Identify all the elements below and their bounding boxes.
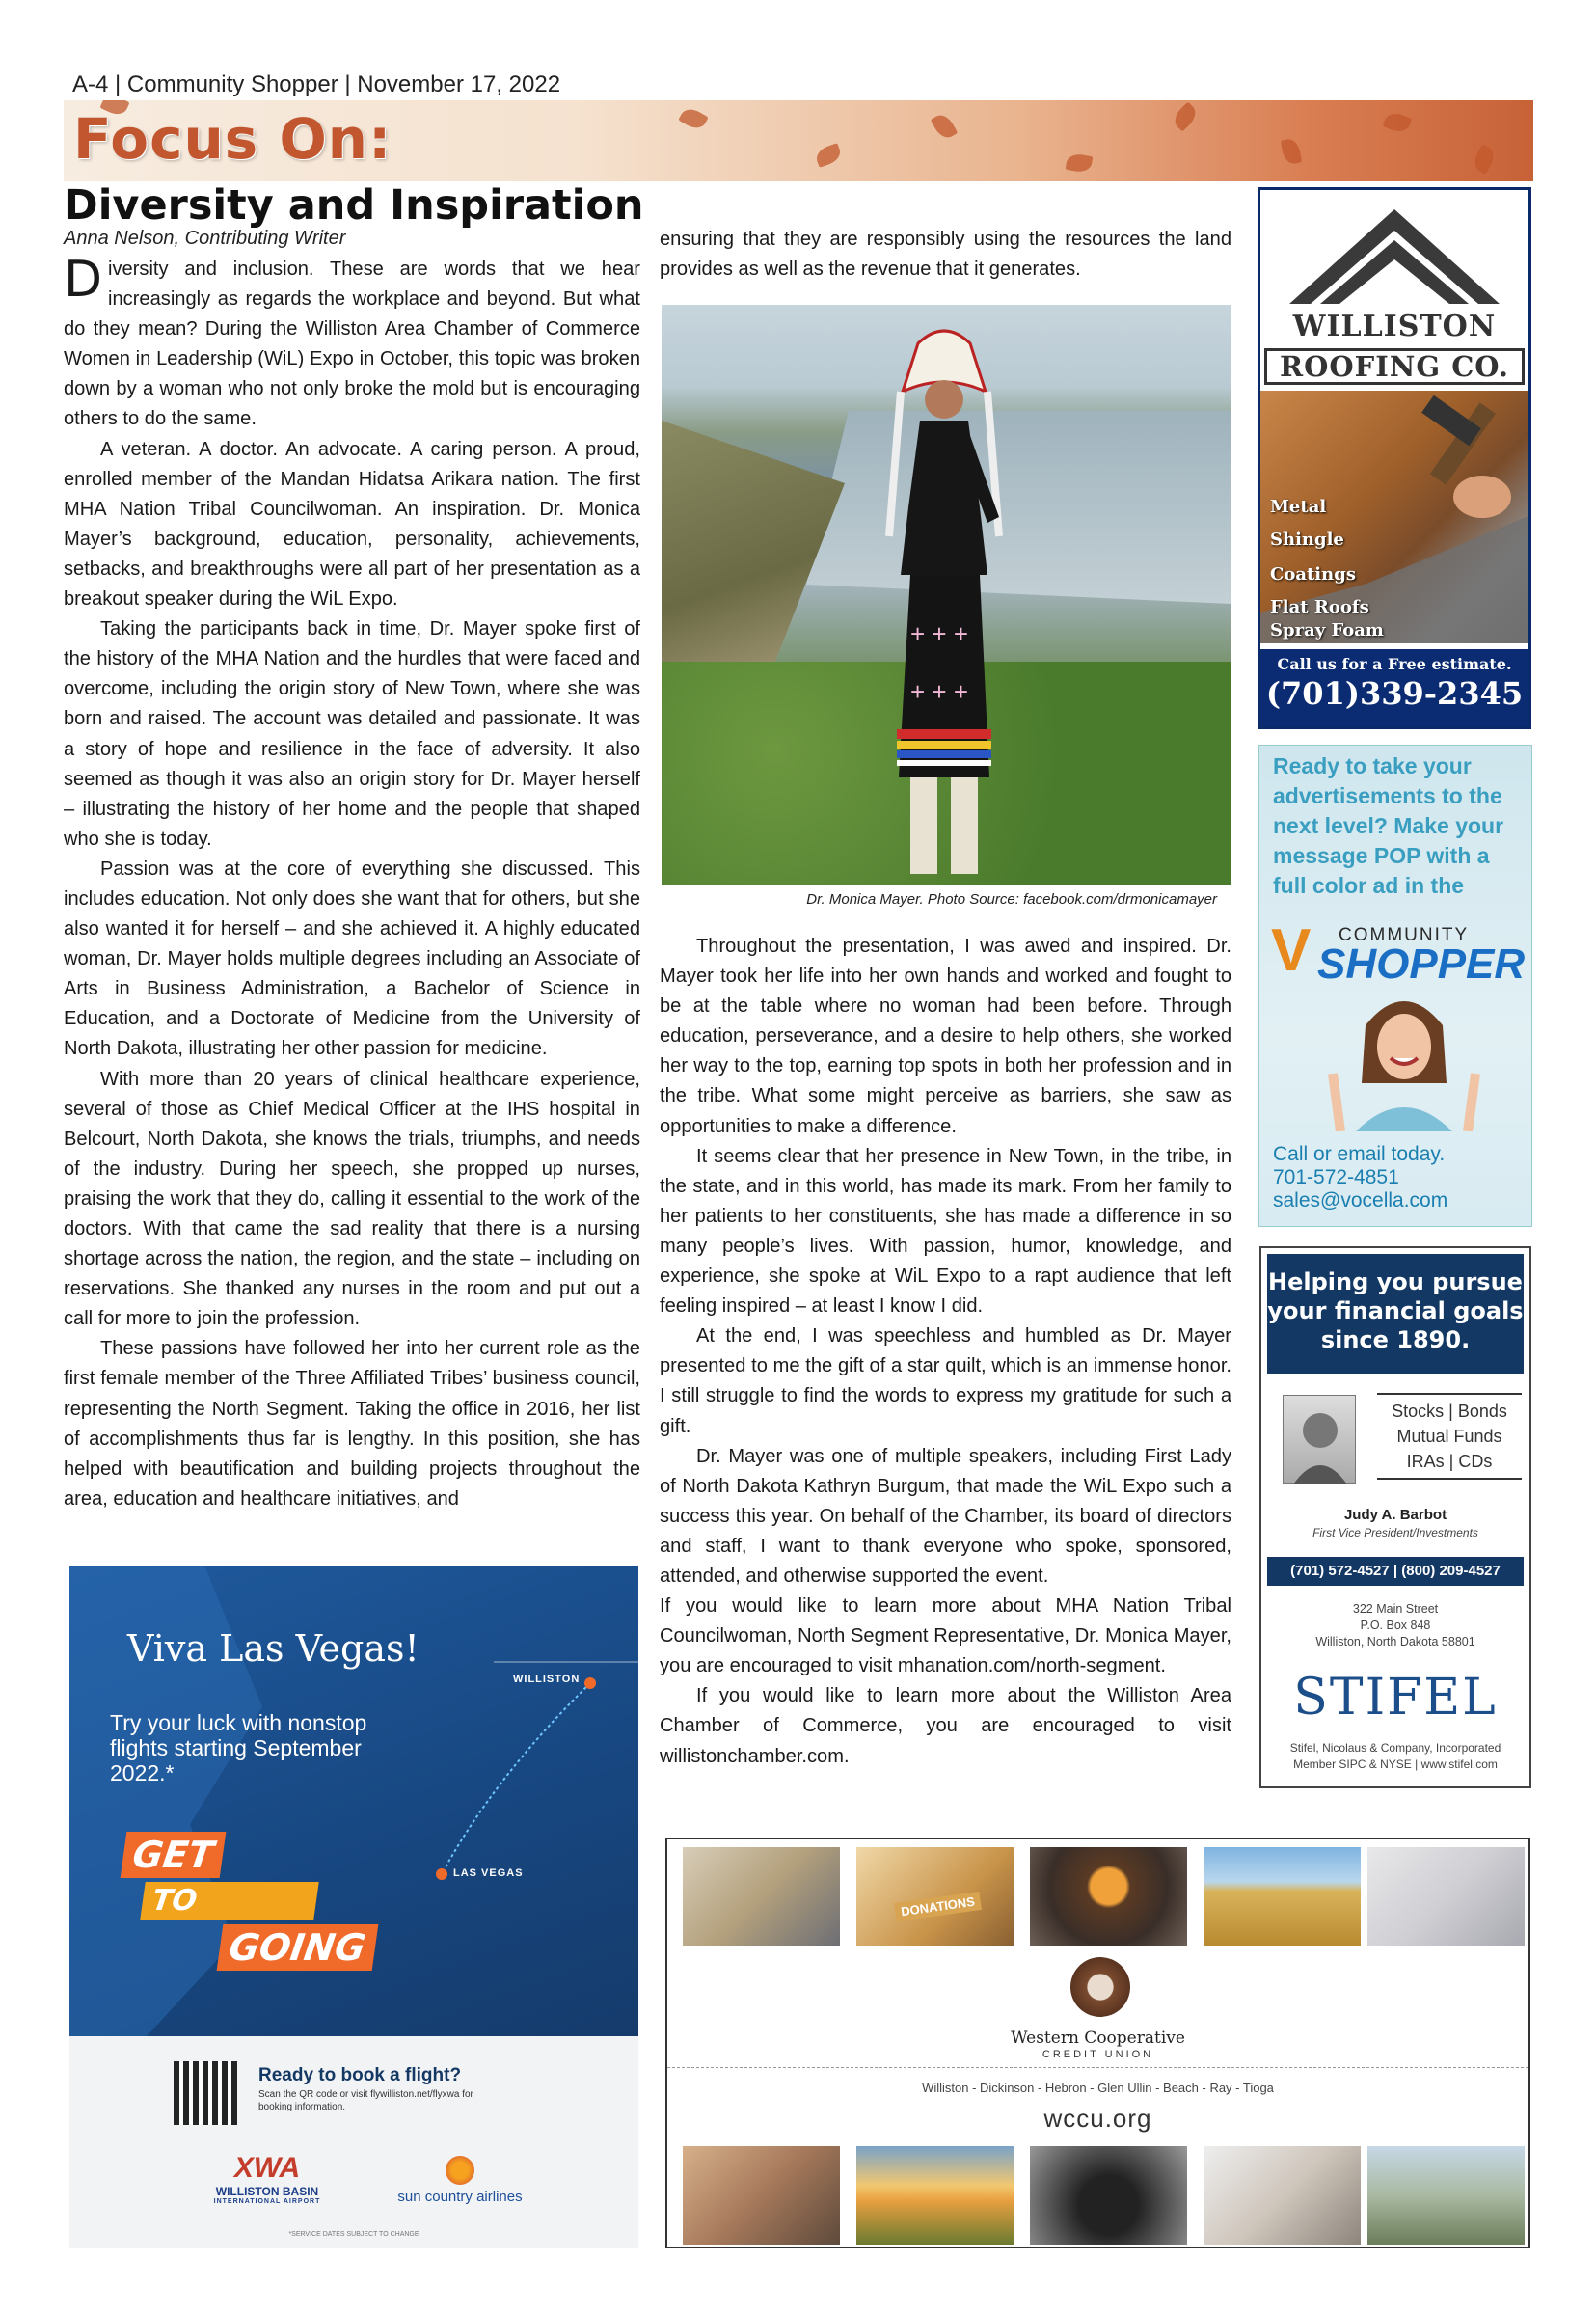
- roofing-service: Metal: [1270, 497, 1327, 517]
- roofing-service: Spray Foam: [1270, 620, 1384, 640]
- page-header-line: A-4 | Community Shopper | November 17, 2022: [72, 71, 561, 97]
- community-shopper-ad[interactable]: [1258, 745, 1532, 1227]
- shopper-ad-text: Ready to take your advertisements to the next level? Make your message POP with a full color ad in the: [1273, 753, 1504, 898]
- stifel-phones[interactable]: (701) 572-4527 | (800) 209-4527: [1267, 1557, 1524, 1586]
- woman-laptop-photo: [1030, 1847, 1187, 1946]
- shopper-contact-line: Call or email today.: [1273, 1143, 1446, 1165]
- vegas-book-subtitle: Scan the QR code or visit flywilliston.net/flyxwa for booking information.: [258, 2089, 473, 2112]
- drop-cap: D: [64, 255, 103, 309]
- handshake-cash-photo: [1367, 1847, 1525, 1946]
- williston-roofing-ad[interactable]: [1258, 187, 1531, 729]
- article-paragraph: These passions have followed her into her current role as the first female member of the Three Affiliated Tribes’ business council, representing the North Segment. Taking the office in 2016, her list of accomplishments thus far is lengthy. In this position, she has helped with beautification and building projects throughout the area, education and healthcare initiatives, and: [64, 1338, 640, 1510]
- roofing-service: Flat Roofs: [1270, 597, 1369, 617]
- shopper-contact: [1273, 1143, 1447, 1212]
- checkmark-v-icon: V: [1271, 917, 1312, 984]
- article-paragraph: Taking the participants back in time, Dr. Mayer spoke first of the history of the MHA Nation and the hurdles that were faced and overcome, including the origin story of New Town, where she was born and raised. The account was detailed and passionate. It was a story of hope and resilience in the face of adversity. It also seemed as though it was also an origin story for Dr. Mayer herself – illustrating the history of her home and the people that shaped who she is today.: [64, 618, 640, 850]
- vegas-fine-print: *SERVICE DATES SUBJECT TO CHANGE: [288, 2231, 419, 2238]
- city-label-williston: WILLISTON: [513, 1674, 581, 1685]
- donations-box-photo: DONATIONS: [856, 1847, 1014, 1946]
- wccu-url[interactable]: wccu.org: [1043, 2104, 1152, 2133]
- article-paragraph: With more than 20 years of clinical healthcare experience, several of those as Chief Medical Officer at the IHS hospital in Belcourt, North Dakota, she knows the trials, triumphs, and needs of the industry. During her speech, she propped up nurses, praising the work that they do, calling it essential to the work of the doctors. With that came the sad reality that there is a nursing shortage across the nation, the region, and the state – including on reservations. She thanked any nurses in the room and put out a call for more to join the profession.: [64, 1068, 640, 1330]
- roofing-phone[interactable]: (701)339-2345: [1265, 675, 1524, 712]
- steering-wheel-photo: [1030, 2146, 1187, 2245]
- stifel-services: Stocks | Bonds Mutual Funds IRAs | CDs: [1377, 1393, 1522, 1480]
- roofing-cta: [1260, 649, 1528, 726]
- wccu-towns: Williston - Dickinson - Hebron - Glen Ullin - Beach - Ray - Tioga: [922, 2081, 1274, 2095]
- city-label-las-vegas: LAS VEGAS: [453, 1867, 524, 1879]
- advisor-portrait-image: [1283, 1395, 1356, 1484]
- advisor-role: First Vice President/Investments: [1312, 1526, 1478, 1539]
- viva-las-vegas-ad[interactable]: [69, 1566, 638, 2248]
- article-column-2-top: [660, 225, 1231, 286]
- man-phone-photo: [683, 2146, 840, 2245]
- vegas-book-title: Ready to book a flight?: [258, 2065, 462, 2085]
- sun-icon: [446, 2156, 474, 2185]
- hay-field-photo: [1204, 1847, 1361, 1946]
- shopper-logo-big: SHOPPER: [1317, 940, 1526, 988]
- stifel-logo: STIFEL: [1293, 1669, 1498, 1727]
- article-paragraph: A veteran. A doctor. An advocate. A caring person. A proud, enrolled member of the Mandan Hidatsa Arikara nation. The first MHA Nation Tribal Councilwoman. An inspiration. Dr. Monica Mayer’s background, education, personality, achievements, setbacks, and breakthroughs were all part of her presentation as a breakout speaker during the WiL Expo.: [64, 438, 640, 611]
- focus-banner: [64, 100, 1533, 181]
- person-figure-image: [872, 324, 1016, 884]
- svg-text:+ + +: + + +: [910, 677, 968, 706]
- sunset-field-photo: [856, 2146, 1014, 2245]
- article-paragraph: Passion was at the core of everything she discussed. This includes education. Not only does she want that for others, but she also wanted it for herself – and she achieved it. A highly educated woman, Dr. Mayer holds multiple degrees including an Associate of Arts in Business Administration, a Bachelor of Science in Education, and a Doctorate of Medicine from the University of North Dakota, illustrating her other passion for medicine.: [64, 858, 640, 1060]
- stifel-headline: Helping you pursue your financial goals since 1890.: [1267, 1254, 1524, 1374]
- article-paragraph: It seems clear that her presence in New Town, in the tribe, in the state, and in this world, has made its mark. From her family to her patients to her constituents, she has made a difference in so many people’s lives. With passion, humor, knowledge, and experience, she spoke at WiL Expo to a rapt audience that left feeling inspired – at least I know I did.: [660, 1145, 1231, 1318]
- williston-basin-airport-logo: XWA WILLISTON BASIN INTERNATIONAL AIRPORT: [213, 2152, 321, 2205]
- family-farm-photo: [1367, 2146, 1525, 2245]
- sun-country-logo: sun country airlines: [388, 2156, 532, 2205]
- shopper-email[interactable]: sales@vocella.com: [1273, 1189, 1448, 1212]
- article-photo: [662, 305, 1231, 885]
- stifel-footer: Stifel, Nicolaus & Company, Incorporated Member SIPC & NYSE | www.stifel.com: [1289, 1741, 1501, 1771]
- wccu-subtitle: CREDIT UNION: [1041, 2049, 1154, 2060]
- article-column-2: [660, 932, 1231, 1808]
- photo-caption: Dr. Monica Mayer. Photo Source: facebook.com/drmonicamayer: [806, 891, 1217, 908]
- banner-title: Focus On:: [73, 106, 392, 172]
- roofing-service: Shingle: [1270, 530, 1344, 550]
- western-cooperative-ad[interactable]: [665, 1838, 1530, 2248]
- article-paragraph: If you would like to learn more about MHA Nation Tribal Councilwoman, North Segment Representative, Dr. Monica Mayer, you are encouraged to visit mhanation.com/north-segment.: [660, 1595, 1231, 1677]
- article-paragraph: ensuring that they are responsibly using the resources the land provides as well as the revenue that it generates.: [660, 229, 1231, 281]
- laptop-hands-photo: [1204, 2146, 1361, 2245]
- vegas-subtitle: Try your luck with nonstop flights starting September 2022.*: [110, 1710, 367, 1785]
- article-column-1: [64, 255, 640, 1543]
- advisor-name: Judy A. Barbot: [1343, 1507, 1447, 1523]
- stifel-address: 322 Main Street P.O. Box 848 Williston, North Dakota 58801: [1315, 1602, 1475, 1648]
- shopper-logo-small: COMMUNITY: [1339, 925, 1470, 945]
- roofing-name-co: ROOFING CO.: [1264, 348, 1525, 385]
- article-byline: Anna Nelson, Contributing Writer: [64, 228, 346, 249]
- svg-text:+ + +: + + +: [910, 619, 968, 648]
- stifel-ad[interactable]: [1259, 1246, 1531, 1788]
- article-paragraph: Diversity and inclusion. These are words that we hear increasingly as regards the workplace and beyond. But what do they mean? During the Williston Area Chamber of Commerce Women in Leadership (WiL) Expo in October, this topic was broken down by a woman who not only broke the mold but is encouraging others to do the same.: [64, 255, 640, 430]
- article-paragraph: If you would like to learn more about the Williston Area Chamber of Commerce, you are encouraged to visit willistonchamber.com.: [660, 1685, 1231, 1767]
- qr-code-icon[interactable]: [174, 2061, 237, 2125]
- article-paragraph: Dr. Mayer was one of multiple speakers, including First Lady of North Dakota Kathryn Burgum, that made the WiL Expo such a success this year. On behalf of the Chamber, its board of directors and staff, I want to thank everyone who spoke, sponsored, attended, and otherwise supported the event.: [660, 1445, 1231, 1587]
- wccu-name: Western Cooperative: [1011, 2029, 1185, 2048]
- vegas-title: Viva Las Vegas!: [127, 1627, 419, 1670]
- get-to-going-logo: GET TO GOING: [123, 1832, 413, 1986]
- article-paragraph: Throughout the presentation, I was awed and inspired. Dr. Mayer took her life into her own hands and worked and fought to be at the table where no woman had been before. Through education, perseverance, and a desire to help others, she worked her way to the top, earning top spots in both her profession and in the tribe. What some might perceive as barriers, she saw as opportunities to make a difference.: [660, 936, 1231, 1137]
- laptop-piggybank-photo: [683, 1847, 840, 1946]
- article-paragraph: At the end, I was speechless and humbled as Dr. Mayer presented to me the gift of a star quilt, which is an immense honor. I still struggle to find the words to express my gratitude for such a gift.: [660, 1325, 1231, 1437]
- vegas-map-panel: [69, 1566, 638, 2036]
- wccu-divider: [667, 2067, 1528, 2068]
- roofing-service: Coatings: [1270, 564, 1356, 585]
- shopper-logo: [1271, 917, 1526, 989]
- roofing-name: WILLISTON: [1292, 310, 1497, 343]
- shopper-phone[interactable]: 701-572-4851: [1273, 1166, 1399, 1188]
- roofing-photo: [1260, 391, 1528, 643]
- smiling-woman-image: [1327, 987, 1481, 1131]
- wccu-logo-icon: [1070, 1957, 1130, 2017]
- roofing-cta-text: Call us for a Free estimate.: [1277, 655, 1512, 673]
- article-title: Diversity and Inspiration: [64, 181, 644, 230]
